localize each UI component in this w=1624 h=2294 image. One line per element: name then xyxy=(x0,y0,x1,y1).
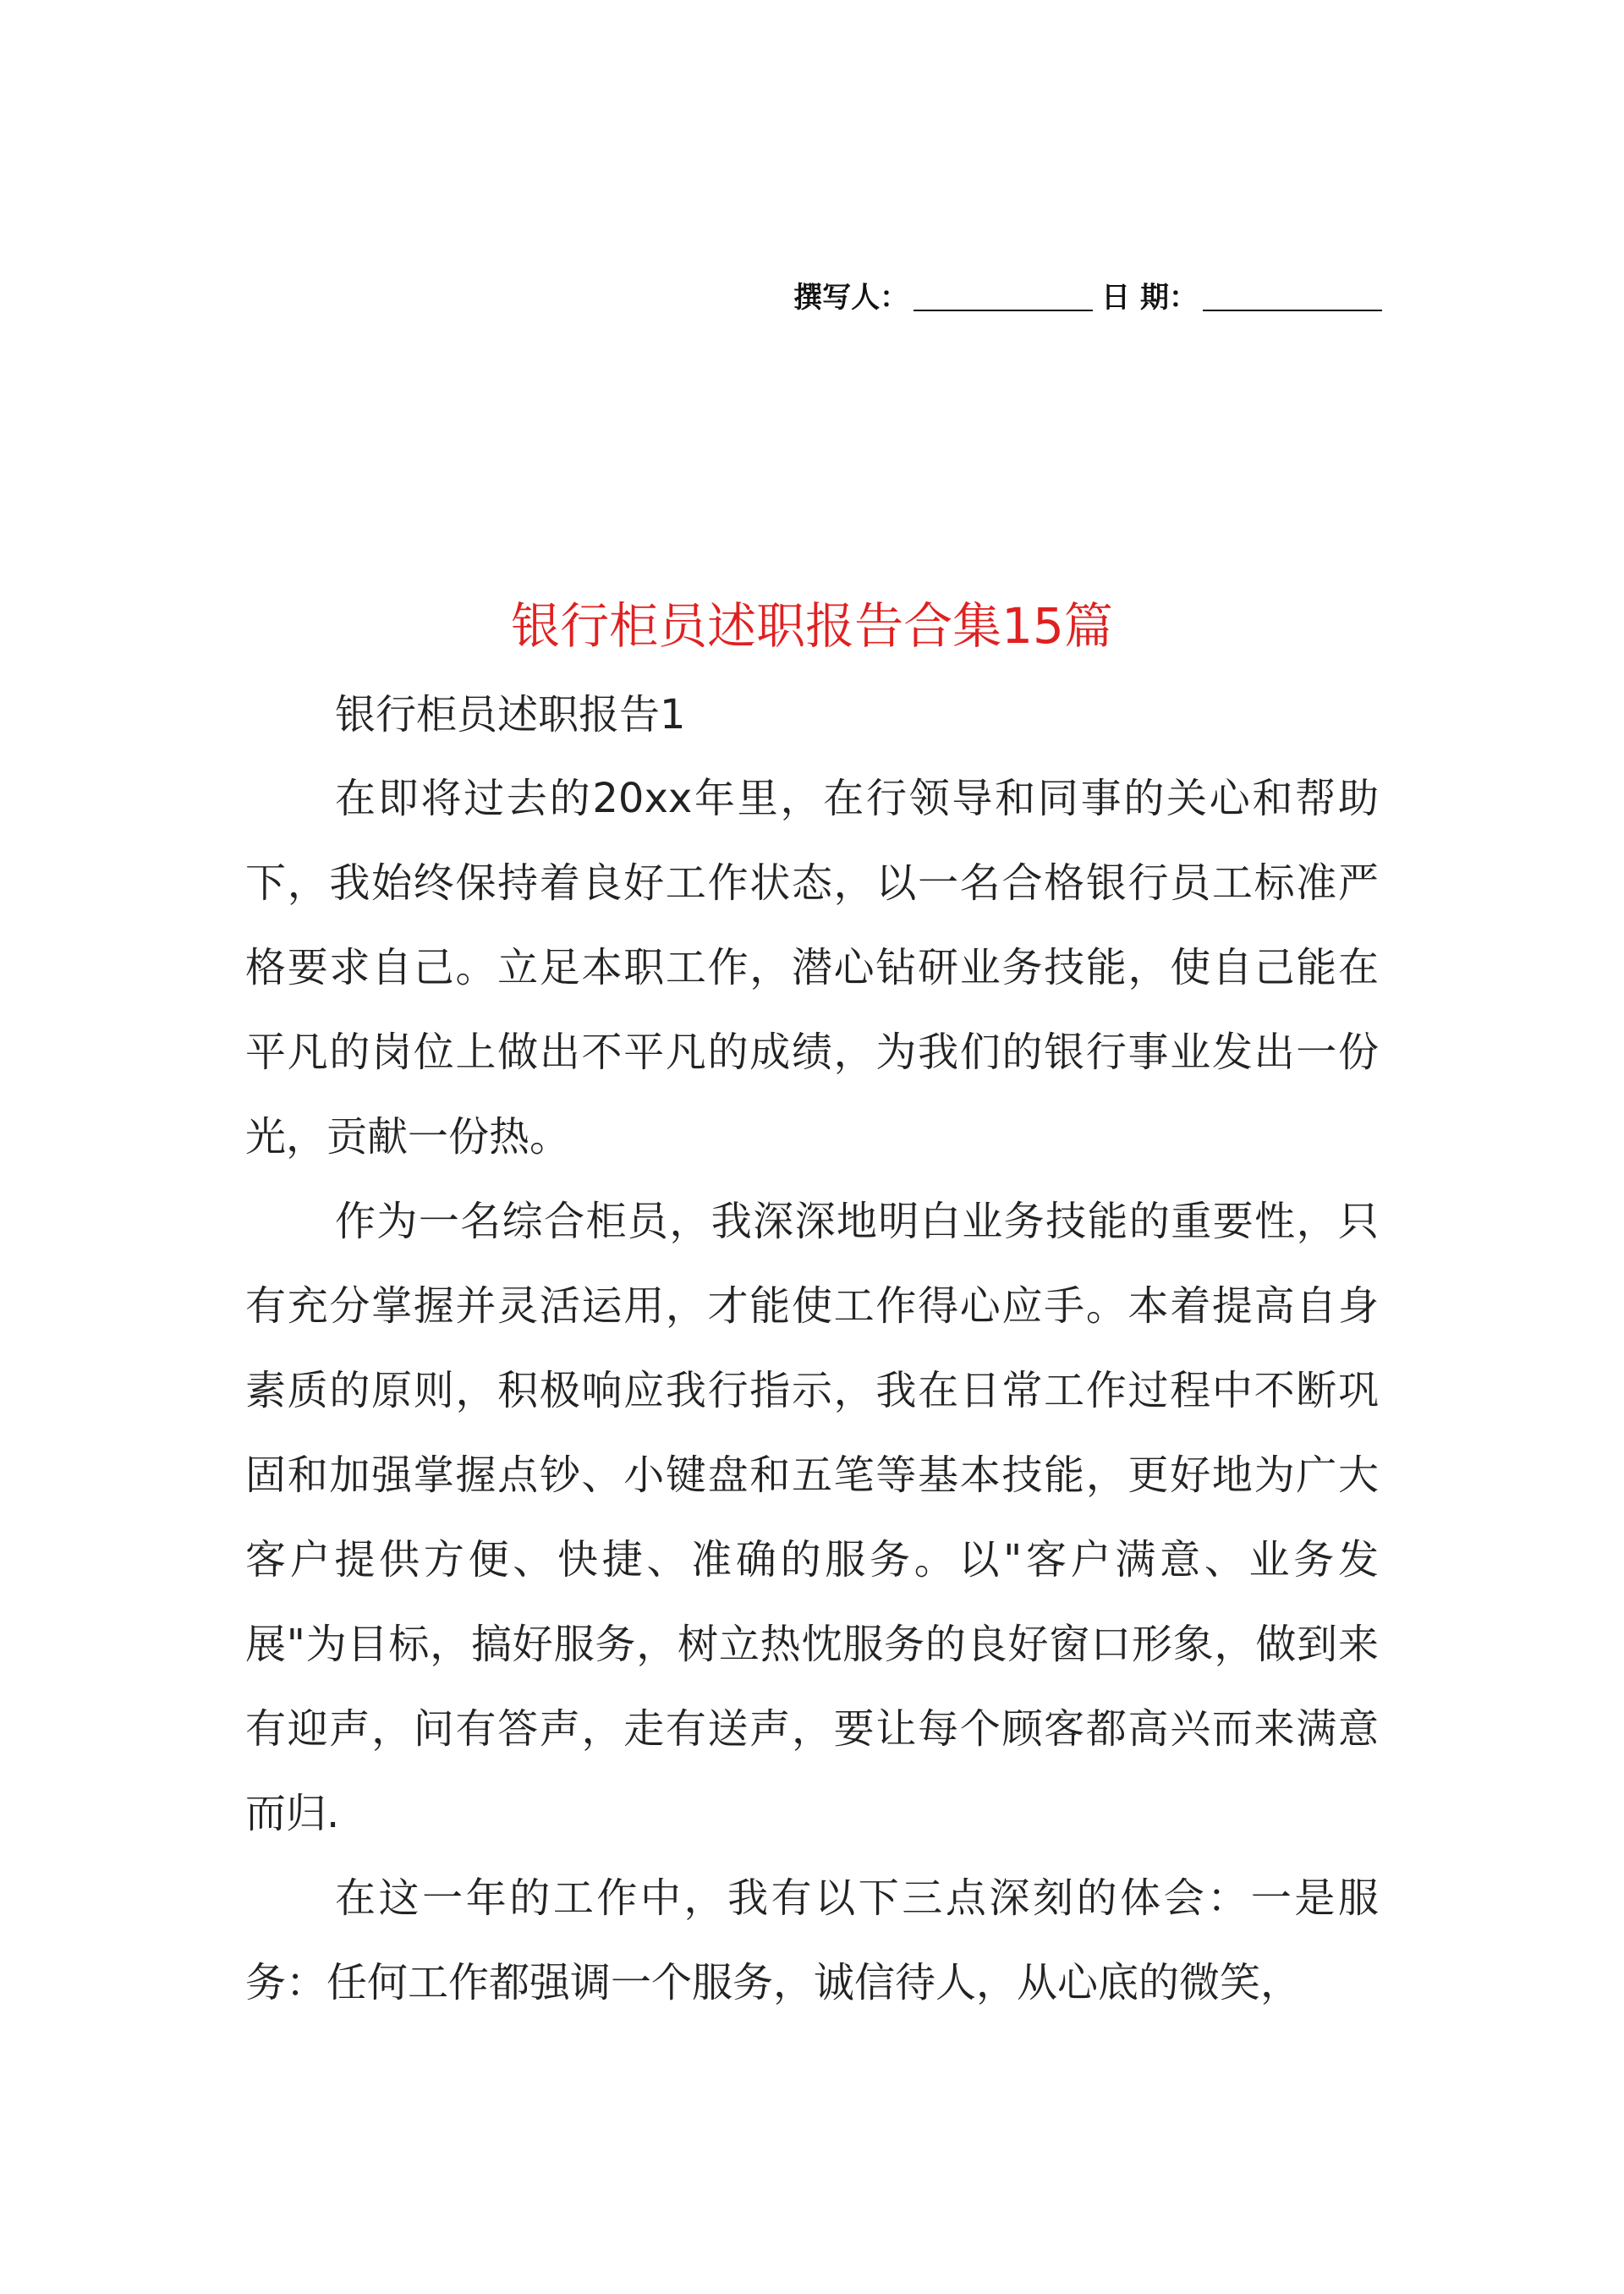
paragraph-3: 在这一年的工作中，我有以下三点深刻的体会：一是服务：任何工作都强调一个服务，诚信待人，从心底的微笑， xyxy=(245,1874,1379,2006)
paragraph-2: 作为一名综合柜员，我深深地明白业务技能的重要性，只有充分掌握并灵活运用，才能使工作得心应手。本着提高自身素质的原则，积极响应我行指示，我在日常工作过程中不断巩固和加强掌握点钞、小键盘和五笔等基本技能，更好地为广大客户提供方便、快捷、准确的服务。以"客户满意、业务发展"为目标，搞好服务，树立热忱服务的良好窗口形象，做到来有迎声，问有答声，走有送声，要让每个顾客都高兴而来满意而归. xyxy=(245,1198,1379,1837)
signature-line xyxy=(793,279,1382,315)
section-title: 银行柜员述职报告1 xyxy=(335,691,686,738)
document-title: 银行柜员述职报告合集15篇 xyxy=(511,597,1113,655)
date-blank xyxy=(1203,279,1382,311)
author-blank xyxy=(914,279,1093,311)
paragraph-1: 在即将过去的20xx年里，在行领导和同事的关心和帮助下，我始终保持着良好工作状态，以一名合格银行员工标准严格要求自己。立足本职工作，潜心钻研业务技能，使自己能在平凡的岗位上做出不平凡的成绩，为我们的银行事业发出一份光，贡献一份热。 xyxy=(245,775,1379,1161)
document-body xyxy=(245,678,1379,2025)
author-label: 撰写人： xyxy=(793,281,909,315)
date-label: 日 期： xyxy=(1101,281,1198,315)
